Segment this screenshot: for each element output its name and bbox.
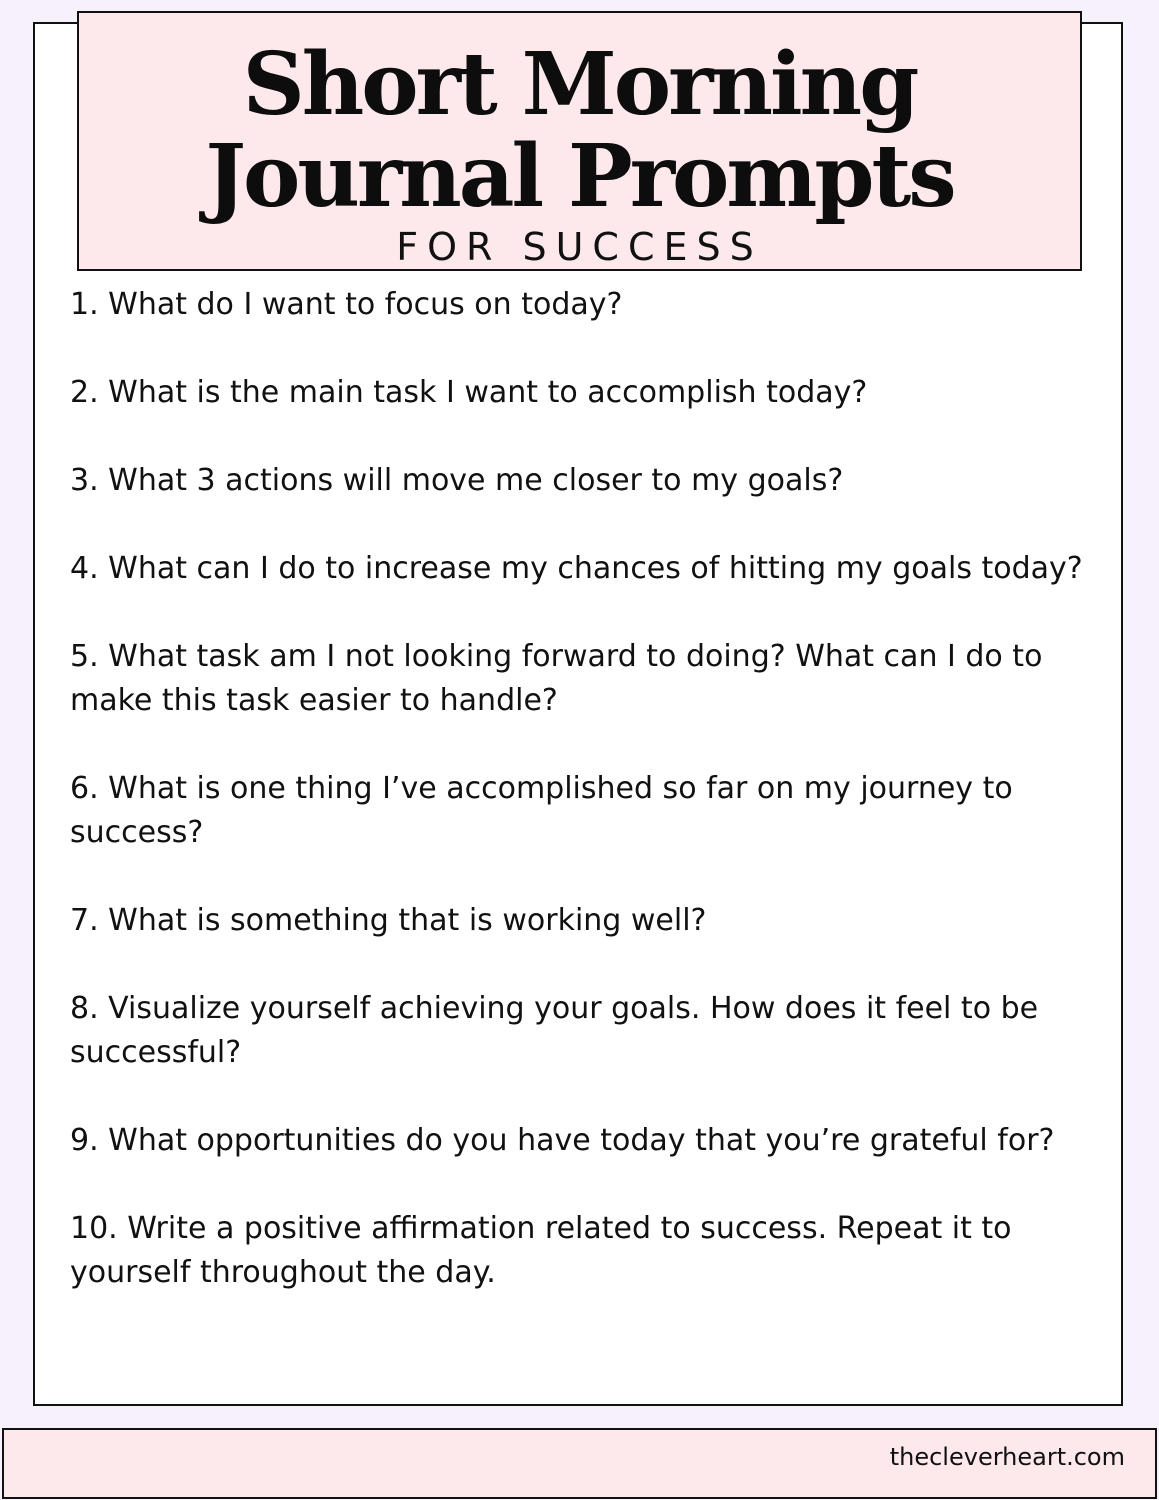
page-title-line-2: Journal Prompts [205, 126, 954, 227]
prompt-list [70, 283, 1100, 1295]
prompt-item-7: 7. What is something that is working well? [70, 903, 707, 938]
prompt-item-5: 5. What task am I not looking forward to doing? What can I do to make this task easier to handle? [70, 639, 1043, 718]
prompt-item-9: 9. What opportunities do you have today that you’re grateful for? [70, 1123, 1055, 1158]
prompt-item-2: 2. What is the main task I want to accomplish today? [70, 375, 868, 410]
prompt-item-4: 4. What can I do to increase my chances of hitting my goals today? [70, 551, 1083, 586]
website-link[interactable]: thecleverheart.com [889, 1443, 1125, 1471]
footer-bar [2, 1428, 1157, 1499]
prompt-item-1: 1. What do I want to focus on today? [70, 287, 623, 322]
prompt-item-10: 10. Write a positive affirmation related to success. Repeat it to yourself throughout the day. [70, 1211, 1012, 1290]
title-box [77, 11, 1082, 271]
page-subtitle: FOR SUCCESS [396, 225, 763, 269]
prompt-item-6: 6. What is one thing I’ve accomplished so far on my journey to success? [70, 771, 1013, 850]
page-title-line-1: Short Morning [242, 34, 917, 135]
prompt-item-8: 8. Visualize yourself achieving your goals. How does it feel to be successful? [70, 991, 1039, 1070]
prompt-item-3: 3. What 3 actions will move me closer to my goals? [70, 463, 844, 498]
